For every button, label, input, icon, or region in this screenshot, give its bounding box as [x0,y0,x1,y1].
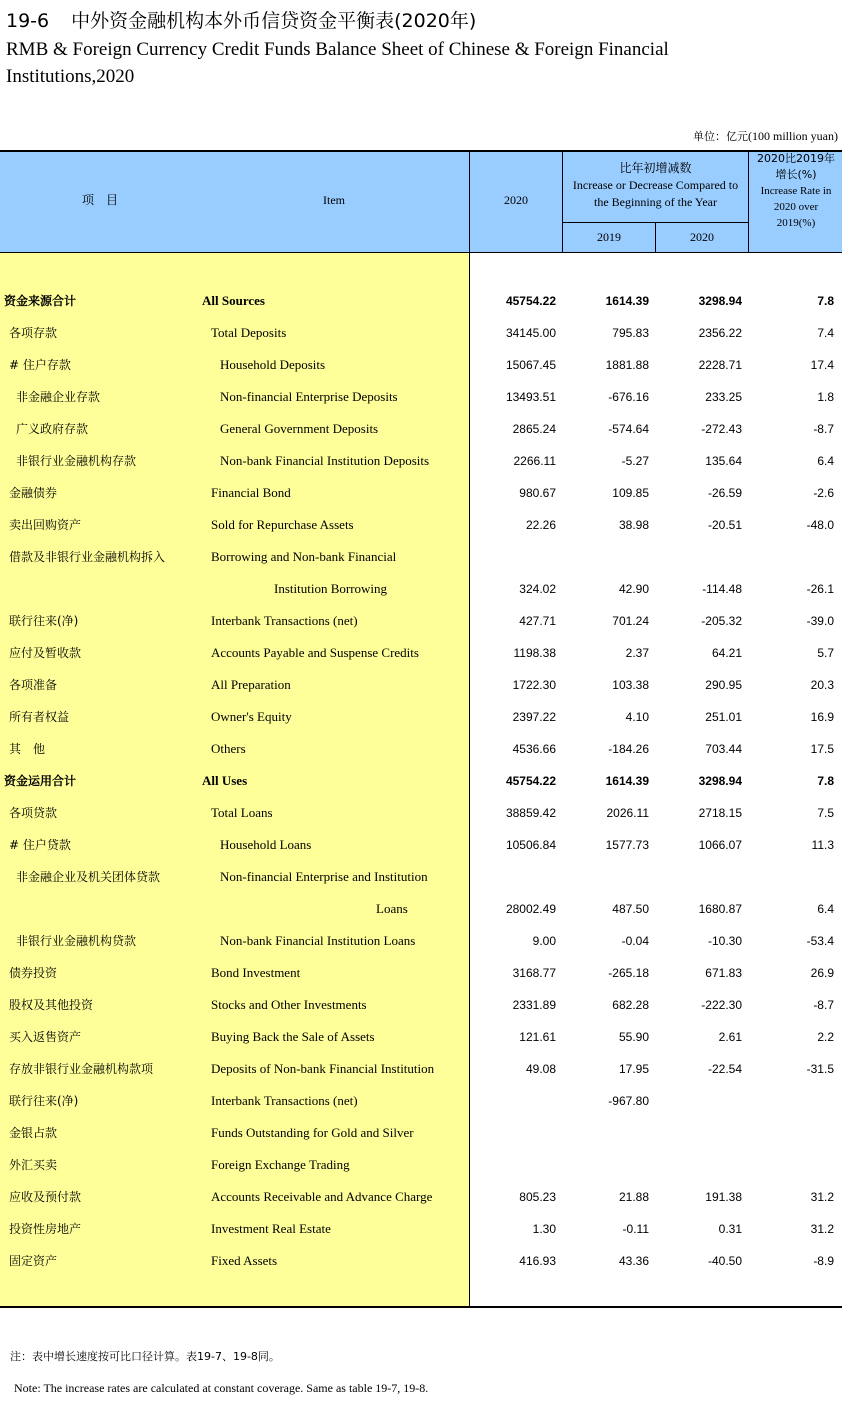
row-label-cn: 存放非银行业金融机构款项 [9,1062,154,1076]
increase-2020: -205.32 [701,614,742,628]
table-row [0,285,842,317]
row-label-en: Household Deposits [220,357,326,372]
table-row [0,541,842,573]
value-2020: 416.93 [519,1254,556,1268]
growth-rate: -8.7 [813,998,834,1012]
row-label-en: Non-financial Enterprise Deposits [220,389,398,404]
growth-rate: 7.5 [817,806,834,820]
increase-2019: 1577.73 [605,838,649,852]
value-2020: 2865.24 [512,422,556,436]
increase-2020: 233.25 [705,390,742,404]
increase-2020: 671.83 [705,966,742,980]
growth-rate: 1.8 [817,390,834,404]
growth-rate: 26.9 [810,966,834,980]
row-label-cn: # 住户贷款 [9,838,71,852]
row-label-en: Financial Bond [211,485,291,500]
increase-2019: -574.64 [608,422,649,436]
value-2020: 427.71 [519,614,556,628]
increase-2020: 251.01 [705,710,742,724]
increase-2020: -272.43 [701,422,742,436]
growth-rate: -53.4 [806,934,834,948]
page-title-en: RMB & Foreign Currency Credit Funds Balance Sheet of Chinese & Foreign Financial Institutions,2020 [6,39,669,87]
increase-2019: -676.16 [608,390,649,404]
row-label-cn: 债券投资 [9,966,58,980]
growth-rate: -48.0 [806,518,834,532]
row-label-cn: 广义政府存款 [16,422,89,436]
value-2020: 980.67 [519,486,556,500]
table-row [0,765,842,797]
row-label-cn: 非银行业金融机构贷款 [16,934,137,948]
table-row [0,317,842,349]
row-label-cn: 所有者权益 [9,710,70,724]
row-label-en: Deposits of Non-bank Financial Institution [211,1061,435,1076]
row-label-cn: 各项存款 [9,326,58,340]
row-label-cn: 应收及预付款 [9,1190,82,1204]
increase-2019: -0.04 [621,934,649,948]
table-row [0,797,842,829]
value-2020: 2266.11 [513,454,556,468]
increase-2019: 103.38 [612,678,649,692]
note-en: Note: The increase rates are calculated at constant coverage. Same as table 19-7, 19-8. [14,1381,429,1395]
increase-2019: -0.11 [622,1222,649,1236]
row-label-en: Interbank Transactions (net) [211,613,358,628]
increase-2020: 135.64 [705,454,742,468]
increase-2019: 1614.39 [605,774,649,788]
increase-2019: 42.90 [618,582,649,596]
row-label-en: Buying Back the Sale of Assets [211,1029,375,1044]
row-label-en: Bond Investment [211,965,301,980]
row-label-cn: 固定资产 [9,1254,58,1268]
value-2020: 3168.77 [512,966,556,980]
table-row [0,573,842,605]
table-row [0,925,842,957]
value-2020: 28002.49 [505,902,556,916]
row-label-en: Total Loans [211,805,273,820]
increase-2020: 2228.71 [698,358,742,372]
header-inc-2019: 2019 [597,230,621,244]
increase-2019: -5.27 [621,454,649,468]
value-2020: 13493.51 [505,390,556,404]
value-2020: 2397.22 [512,710,556,724]
table-row [0,381,842,413]
table-row [0,605,842,637]
increase-2019: 701.24 [612,614,649,628]
table-row [0,1181,842,1213]
value-2020: 45754.22 [505,774,556,788]
table-row [0,701,842,733]
row-label-cn: # 住户存款 [9,358,71,372]
table-row [0,957,842,989]
row-label-cn: 买入返售资产 [9,1030,82,1044]
value-2020: 38859.42 [505,806,556,820]
row-label-en: Household Loans [220,837,312,852]
growth-rate: 7.8 [817,294,834,308]
value-2020: 49.08 [525,1062,556,1076]
increase-2020: 3298.94 [698,294,742,308]
value-2020: 1.30 [532,1222,556,1236]
value-2020: 805.23 [519,1190,556,1204]
row-label-cn: 非金融企业及机关团体贷款 [16,870,161,884]
growth-rate: 11.3 [811,838,834,852]
table-row [0,829,842,861]
table-row [0,637,842,669]
header-change-en: Increase or Decrease Compared to the Beginning of the Year [572,178,739,209]
growth-rate: -39.0 [806,614,834,628]
increase-2019: 43.36 [618,1254,649,1268]
header-2020: 2020 [504,193,528,207]
growth-rate: 7.8 [817,774,834,788]
note-cn: 注：表中增长速度按可比口径计算。表19-7、19-8同。 [10,1350,280,1363]
value-2020: 1198.38 [513,646,556,660]
table-row [0,349,842,381]
row-label-en: Investment Real Estate [211,1221,331,1236]
row-label-cn: 非金融企业存款 [16,390,101,404]
row-label-en: Fixed Assets [211,1253,278,1268]
row-label-cn: 联行往来(净) [9,1094,79,1108]
value-2020: 10506.84 [505,838,556,852]
row-label-cn: 股权及其他投资 [9,998,94,1012]
growth-rate: -2.6 [813,486,834,500]
increase-2019: 38.98 [618,518,649,532]
row-label-en: Stocks and Other Investments [211,997,367,1012]
growth-rate: 31.2 [810,1222,834,1236]
row-label-en: Loans [376,901,408,916]
row-label-en: Non-bank Financial Institution Loans [220,933,416,948]
row-label-cn: 应付及暂收款 [9,646,82,660]
increase-2020: -26.59 [707,486,742,500]
header-rate [755,151,837,231]
header-inc-2020: 2020 [690,230,714,244]
row-label-cn: 其 他 [9,742,46,756]
increase-2020: 2.61 [718,1030,742,1044]
table-row [0,893,842,925]
table-row [0,445,842,477]
row-label-en: All Sources [202,293,265,308]
unit-cn: 单位：亿元 [693,130,748,143]
table-row [0,861,842,893]
table-row [0,509,842,541]
increase-2019: -967.80 [608,1094,649,1108]
increase-2019: -265.18 [608,966,649,980]
increase-2019: 1881.88 [605,358,649,372]
increase-2020: 703.44 [705,742,742,756]
increase-2020: 1680.87 [698,902,742,916]
increase-2019: 487.50 [612,902,649,916]
table-row [0,733,842,765]
row-label-en: Others [211,741,246,756]
growth-rate: 6.4 [817,902,834,916]
increase-2019: 1614.39 [605,294,649,308]
row-label-en: Accounts Payable and Suspense Credits [211,645,419,660]
growth-rate: 6.4 [817,454,834,468]
growth-rate: -26.1 [806,582,834,596]
unit-en: (100 million yuan) [748,129,838,143]
growth-rate: 5.7 [817,646,834,660]
row-label-en: Sold for Repurchase Assets [211,517,354,532]
row-label-cn: 各项准备 [9,678,58,692]
value-2020: 22.26 [525,518,556,532]
row-label-en: All Preparation [211,677,291,692]
table-number: 19-6 [6,10,50,32]
header-bottom-rule [0,252,842,253]
table-row [0,1213,842,1245]
value-2020: 15067.45 [505,358,556,372]
increase-2019: 17.95 [618,1062,649,1076]
increase-2020: 2356.22 [698,326,742,340]
increase-2020: -40.50 [707,1254,742,1268]
value-2020: 2331.89 [512,998,556,1012]
table-row [0,1021,842,1053]
unit-label [693,128,838,144]
increase-2019: 4.10 [625,710,649,724]
growth-rate: 2.2 [817,1030,834,1044]
increase-2020: 1066.07 [698,838,742,852]
increase-2020: -10.30 [707,934,742,948]
row-label-cn: 投资性房地产 [9,1222,82,1236]
increase-2019: 2026.11 [606,806,649,820]
row-label-cn: 金银占款 [9,1126,58,1140]
header-change-cn: 比年初增减数 [619,161,692,175]
growth-rate: -8.7 [813,422,834,436]
increase-2019: 682.28 [612,998,649,1012]
growth-rate: 20.3 [810,678,834,692]
value-2020: 121.61 [519,1030,556,1044]
growth-rate: 31.2 [810,1190,834,1204]
value-2020: 4536.66 [512,742,556,756]
increase-2020: 290.95 [705,678,742,692]
row-label-en: Total Deposits [211,325,287,340]
table-row [0,413,842,445]
increase-2020: 2718.15 [698,806,742,820]
growth-rate: 17.5 [810,742,834,756]
increase-2020: -114.48 [702,582,742,596]
increase-2019: 109.85 [612,486,649,500]
table-row [0,989,842,1021]
table-row [0,477,842,509]
col-divider-rate [748,150,749,252]
row-label-en: Owner's Equity [211,709,292,724]
row-label-cn: 资金运用合计 [4,774,77,788]
header-rate-cn: 2020比2019年增长(%) [757,152,835,181]
increase-2019: 21.88 [618,1190,649,1204]
growth-rate: -31.5 [806,1062,834,1076]
row-label-en: Non-bank Financial Institution Deposits [220,453,430,468]
header-change [563,160,748,211]
row-label-cn: 借款及非银行业金融机构拆入 [9,550,166,564]
increase-2020: -20.51 [707,518,742,532]
value-2020: 9.00 [532,934,556,948]
increase-2020: 64.21 [711,646,742,660]
table-bottom-rule [0,1306,842,1308]
row-label-en: Non-financial Enterprise and Institution [220,869,428,884]
increase-2020: -222.30 [701,998,742,1012]
table-row [0,1085,842,1117]
row-label-en: Institution Borrowing [274,581,388,596]
row-label-cn: 卖出回购资产 [9,518,82,532]
increase-2020: 3298.94 [698,774,742,788]
table-row [0,1149,842,1181]
row-label-en: Borrowing and Non-bank Financial [211,549,397,564]
growth-rate: 17.4 [810,358,834,372]
row-label-cn: 资金来源合计 [4,294,77,308]
row-label-en: Accounts Receivable and Advance Charge [211,1189,433,1204]
header-item-en: Item [323,193,345,207]
title-cn-text: 中外资金融机构本外币信贷资金平衡表(2020年) [71,10,477,32]
table-row [0,1053,842,1085]
value-2020: 45754.22 [505,294,556,308]
increase-2019: -184.26 [608,742,649,756]
row-label-cn: 外汇买卖 [9,1158,58,1172]
increase-2019: 2.37 [625,646,649,660]
row-label-cn: 各项贷款 [9,806,58,820]
row-label-en: General Government Deposits [220,421,379,436]
row-label-cn: 联行往来(净) [9,614,79,628]
row-label-cn: 非银行业金融机构存款 [16,454,137,468]
value-2020: 1722.30 [512,678,556,692]
increase-2020: 0.31 [718,1222,742,1236]
row-label-en: Foreign Exchange Trading [211,1157,350,1172]
table-top-rule [0,150,842,152]
increase-2019: 795.83 [612,326,649,340]
row-label-en: All Uses [202,773,248,788]
table-row [0,669,842,701]
growth-rate: 16.9 [810,710,834,724]
value-2020: 34145.00 [505,326,556,340]
table-row [0,1117,842,1149]
value-2020: 324.02 [519,582,556,596]
row-label-cn: 金融债券 [9,486,58,500]
increase-2020: -22.54 [707,1062,742,1076]
row-label-en: Funds Outstanding for Gold and Silver [211,1125,414,1140]
header-item-cn: 项 目 [81,193,118,207]
table-row [0,1245,842,1277]
growth-rate: 7.4 [817,326,834,340]
page-title-cn [6,6,476,33]
increase-2020: 191.38 [705,1190,742,1204]
increase-2019: 55.90 [618,1030,649,1044]
row-label-en: Interbank Transactions (net) [211,1093,358,1108]
growth-rate: -8.9 [813,1254,834,1268]
header-rate-en: Increase Rate in 2020 over 2019(%) [760,185,832,229]
